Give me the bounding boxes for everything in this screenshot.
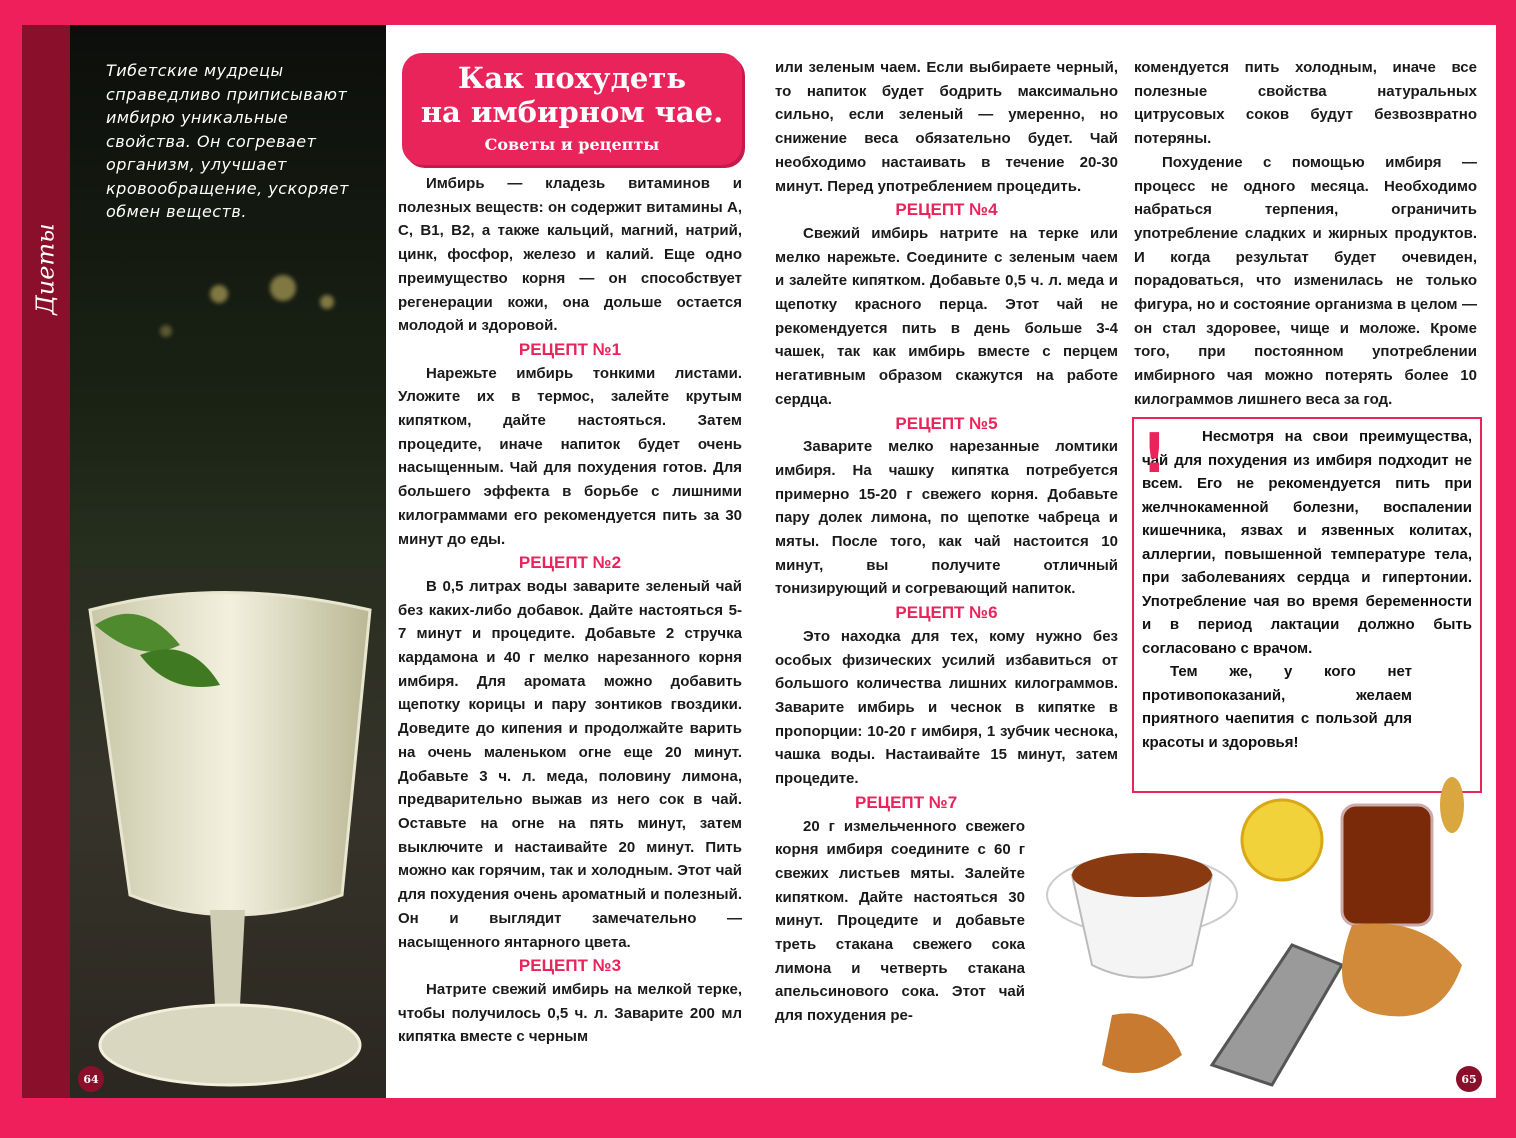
recipe-7-text: 20 г измельченного свежего корня имбиря соедините с 60 г свежих листьев мяты. Залейте кипятком. Дайте настояться 30 минут. Процедите и добавьте треть стакана свежего сока лимона и четверть стакана апельсинового сока. Этот чай для похудения ре- <box>775 817 1025 1025</box>
recipe-7-heading: РЕЦЕПТ №7 <box>855 792 958 812</box>
title-line-1: Как похудеть <box>457 61 687 95</box>
warning-text: Несмотря на свои преимущества, чай для похудения из имбиря подходит не всем. Его не рекомендуется пить при желчнокаменной болезни, воспалении кишечника, язвах и язвенных колитах, аллергии, повышенной температуре тела, при заболеваниях сердца и гипертонии. Употребление чая во время беременности и в период лактации должно быть согласовано с врачом. <box>1142 428 1472 657</box>
recipe-5-text: Заварите мелко нарезанные ломтики имбиря. На чашку кипятка потребуется примерно 15-20 г свежего корня. Добавьте пару долек лимона, по щепотке чабреца и мяты. После того, как чай настоится 10 минут, вы получите отличный тонизирующий и согревающий напиток. <box>775 438 1118 598</box>
page-number-right: 65 <box>1456 1066 1482 1092</box>
exclamation-icon: ! <box>1142 422 1167 485</box>
page-subtitle: Советы и рецепты <box>484 135 660 154</box>
recipe-4-text: Свежий имбирь натрите на терке или мелко нарежьте. Соедините с зеленым чаем и залейте кипятком. Добавьте 0,5 ч. л. меда и щепотку красного перца. Этот чай не рекомендуется пить в день больше 3-4 чашек, так как имбирь вместе с перцем негативным образом скажутся на работе сердца. <box>775 224 1118 408</box>
recipe-2-text: В 0,5 литрах воды заварите зеленый чай без каких-либо добавок. Дайте настояться 5-7 минут и процедите. Добавьте 2 стручка кардамона и 40 г мелко нарезанного корня имбиря. Для аромата можно добавить щепотку корицы и пару зонтиков гвоздики. Доведите до кипения и продолжайте варить на очень маленьком огне еще 20 минут. Добавьте 3 ч. л. меда, половину лимона, предварительно выжав из него сок в чай. Оставьте на огне на пять минут, затем выключите и настаивайте 20 минут. Пить можно как горячим, так и холодным. Этот чай для похудения очень ароматный и полезный. Он и выглядит замечательно — насыщенного янтарного цвета. <box>398 577 742 951</box>
recipe-2-heading: РЕЦЕПТ №2 <box>518 553 622 573</box>
glass-icon <box>70 565 386 1098</box>
text-column-1 <box>398 172 742 1049</box>
bokeh-light <box>210 285 228 303</box>
warning-box <box>1132 417 1482 793</box>
intro-paragraph: Имбирь — кладезь витаминов и полезных веществ: он содержит витамины А, С, B1, B2, а также кальций, магний, натрий, цинк, фосфор, железо и калий. Еще одно преимущество корня — он способствует регенерации кожи, она дольше остается молодой и здоровой. <box>398 175 742 335</box>
section-tab <box>22 25 70 1098</box>
warning-closing: Тем же, у кого нет противопоказаний, желаем приятного чаепития с пользой для красоты и здоровья! <box>1142 663 1412 751</box>
bokeh-light <box>160 325 172 337</box>
page-title <box>402 61 742 129</box>
section-label: Диеты <box>31 223 60 315</box>
bokeh-light <box>320 295 334 309</box>
magazine-spread <box>22 25 1496 1098</box>
text-column-3 <box>1134 56 1477 412</box>
ginger-tea-still-life <box>1022 765 1496 1098</box>
recipe-1-heading: РЕЦЕПТ №1 <box>518 339 622 359</box>
recipe-3-text: Натрите свежий имбирь на мелкой терке, чтобы получилось 0,5 ч. л. Заварите 200 мл кипятка вместе с черным <box>398 980 742 1046</box>
warning-content <box>1142 422 1472 754</box>
bokeh-light <box>270 275 296 301</box>
recipe-6-text: Это находка для тех, кому нужно без особых физических усилий избавиться от большого количества лишних килограммов. Заварите имбирь и чеснок в кипятке в пропорции: 10-20 г имбиря, 1 зубчик чеснока, чашка воды. Настаивайте 15 минут, затем процедите. <box>775 627 1118 788</box>
conclusion-paragraph: Похудение с помощью имбиря — процесс не одного месяца. Необходимо набраться терпения, ограничить употребление сладких и жирных продуктов. И когда результат будет очевиден, порадоваться, что изменилась не только фигура, но и состояние организма в целом — он стал здоровее, чище и моложе. Кроме того, при постоянном употреблении имбирного чая можно потерять более 10 килограммов лишнего веса за год. <box>1134 153 1477 408</box>
intro-quote: Тибетские мудрецы справедливо приписывают имбирю уникальные свойства. Он согревает организм, улучшает кровообращение, ускоряет обмен веществ. <box>106 61 349 221</box>
recipe-7-continuation: комендуется пить холодным, иначе все полезные свойства натуральных цитрусовых соков будут безвозвратно потеряны. <box>1134 59 1477 148</box>
glass-photo <box>70 25 386 1098</box>
recipe-6-heading: РЕЦЕПТ №6 <box>895 603 998 623</box>
recipe-3-heading: РЕЦЕПТ №3 <box>518 956 622 976</box>
title-line-2: на имбирном чае. <box>420 95 724 129</box>
page-number-left: 64 <box>78 1066 104 1092</box>
recipe-4-heading: РЕЦЕПТ №4 <box>895 200 998 220</box>
recipe-5-heading: РЕЦЕПТ №5 <box>895 413 998 433</box>
recipe-3-continuation: или зеленым чаем. Если выбираете черный, то напиток будет бодрить максимально сильно, если зеленый — умеренно, но снижение веса обязательно будет. Чай необходимо настаивать в течение 20-30 минут. Перед употреблением процедить. <box>775 59 1118 195</box>
recipe-1-text: Нарежьте имбирь тонкими листами. Уложите их в термос, залейте крутым кипятком, дайте настояться. Затем процедите, иначе напиток будет очень насыщенным. Чай для похудения готов. Для большего эффекта в борьбе с лишними килограммами его рекомендуется пить за 30 минут до еды. <box>398 364 742 548</box>
title-badge <box>402 53 742 165</box>
